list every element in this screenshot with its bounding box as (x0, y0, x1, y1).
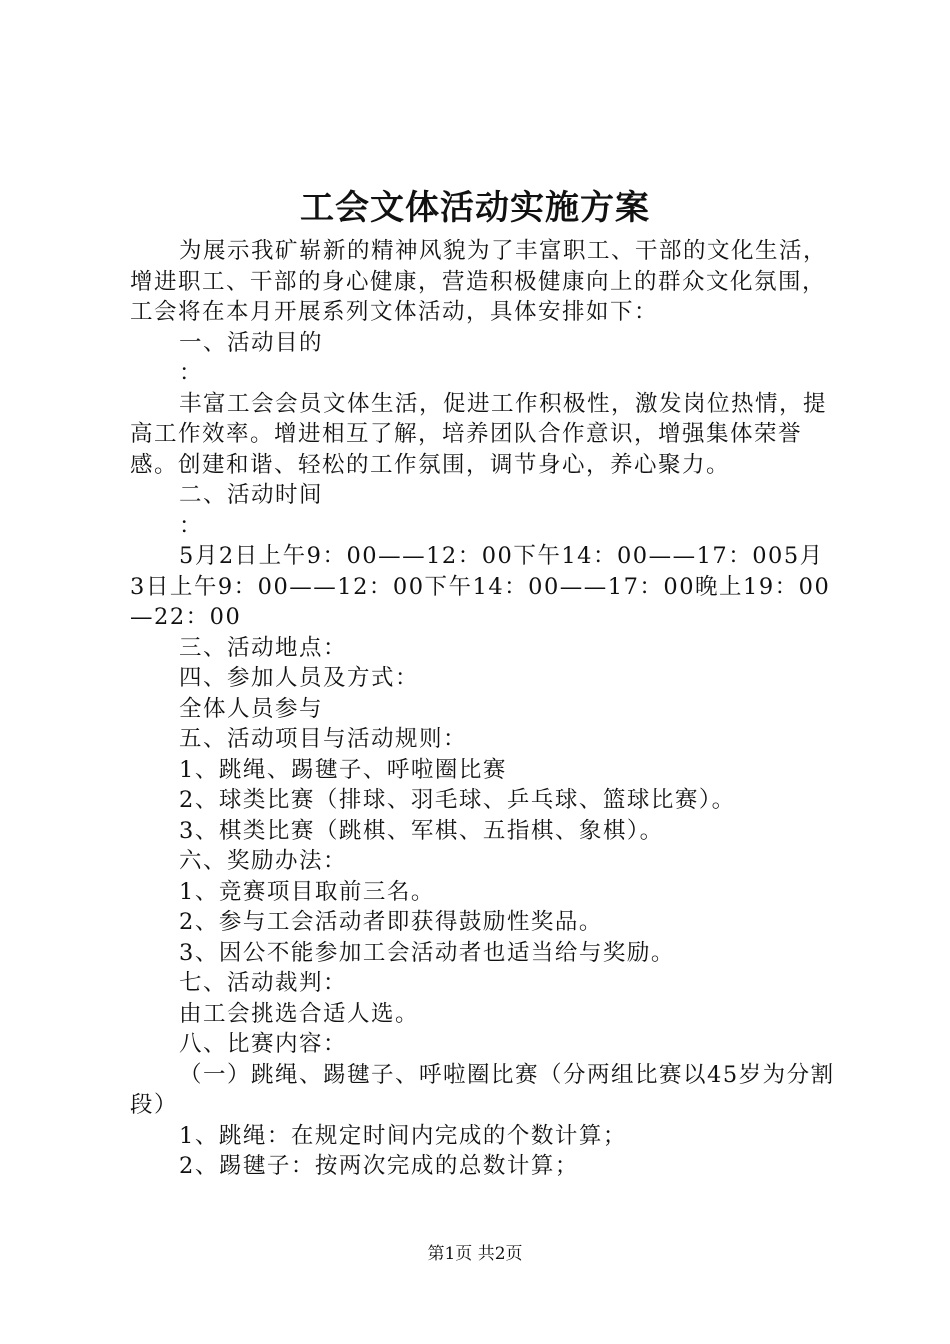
paragraph-purpose: 丰富工会会员文体生活，促进工作积极性，激发岗位热情，提高工作效率。增进相互了解，培养团队合作意识，增强集体荣誉感。创建和谐、轻松的工作氛围，调节身心，养心聚力。 (130, 390, 828, 478)
list-item: 1、竞赛项目取前三名。 (179, 878, 435, 905)
list-item: 2、参与工会活动者即获得鼓励性奖品。 (179, 909, 603, 935)
paragraph-time: 5月2日上午9：00——12：00下午14：00——17：005月3日上午9：00——12：00下午14：00——17：00晚上19：00—22：00 (130, 543, 831, 630)
heading-purpose: 一、活动目的 (179, 329, 324, 356)
heading-rewards: 六、奖励办法： (179, 848, 348, 874)
document-body (130, 236, 838, 1182)
heading-time: 二、活动时间 (179, 482, 324, 508)
paragraph-colon: ： (179, 360, 204, 386)
paragraph-colon: ： (179, 512, 204, 539)
heading-events: 五、活动项目与活动规则： (179, 726, 468, 752)
list-item: 1、跳绳：在规定时间内完成的个数计算； (179, 1122, 627, 1149)
list-item: 2、球类比赛（排球、羽毛球、乒乓球、篮球比赛）。 (179, 787, 736, 813)
page-footer: 第1页 共2页 (427, 1244, 523, 1264)
heading-participants: 四、参加人员及方式： (179, 665, 420, 691)
paragraph-participants: 全体人员参与 (179, 695, 324, 722)
list-item: 3、棋类比赛（跳棋、军棋、五指棋、象棋）。 (179, 817, 664, 844)
page-title: 工会文体活动实施方案 (300, 188, 650, 228)
heading-location: 三、活动地点： (179, 634, 348, 661)
list-item: 3、因公不能参加工会活动者也适当给与奖励。 (179, 939, 675, 966)
list-item: 1、跳绳、踢毽子、呼啦圈比赛 (179, 756, 507, 783)
paragraph-group-one: （一）跳绳、踢毽子、呼啦圈比赛（分两组比赛以45岁为分割段） (130, 1061, 835, 1118)
paragraph-intro: 为展示我矿崭新的精神风貌为了丰富职工、干部的文化生活，增进职工、干部的身心健康，营造积极健康向上的群众文化氛围，工会将在本月开展系列文体活动，具体安排如下： (130, 238, 828, 325)
paragraph-referees: 由工会挑选合适人选。 (179, 1000, 420, 1027)
heading-referees: 七、活动裁判： (179, 970, 348, 996)
list-item: 2、踢毽子：按两次完成的总数计算； (179, 1153, 579, 1179)
heading-contents: 八、比赛内容： (179, 1031, 348, 1057)
